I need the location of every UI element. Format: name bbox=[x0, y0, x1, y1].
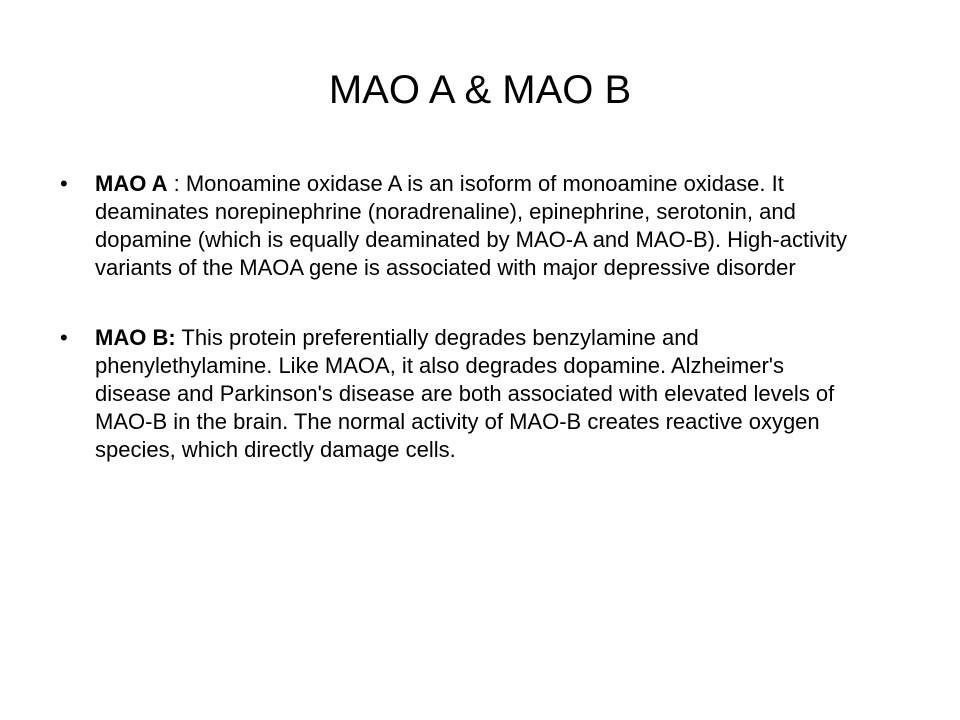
term-separator: : bbox=[167, 171, 186, 196]
slide-title: MAO A & MAO B bbox=[328, 68, 632, 112]
bullet-marker: • bbox=[60, 171, 68, 196]
bullet-text-mao-a: Monoamine oxidase A is an isoform of monoamine oxidase. It deaminates norepinephrine (noradrenaline), epinephrine, serotonin, and dopamine (which is equally deaminated by MAO-A and MAO-B). High-activity variants of the MAOA gene is associated with major depressive disorder bbox=[95, 171, 847, 280]
bullet-item-mao-b bbox=[60, 324, 860, 464]
bullet-text-mao-b: This protein preferentially degrades benzylamine and phenylethylamine. Like MAOA, it also degrades dopamine. Alzheimer's disease and Parkinson's disease are both associated with elevated levels of MAO-B in the brain. The normal activity of MAO-B creates reactive oxygen species, which directly damage cells. bbox=[95, 325, 835, 462]
bullet-marker: • bbox=[60, 325, 68, 350]
term-mao-b: MAO B: bbox=[95, 325, 176, 350]
bullet-item-mao-a bbox=[60, 170, 860, 282]
bullet-list bbox=[60, 170, 860, 506]
term-mao-a: MAO A bbox=[95, 171, 168, 196]
